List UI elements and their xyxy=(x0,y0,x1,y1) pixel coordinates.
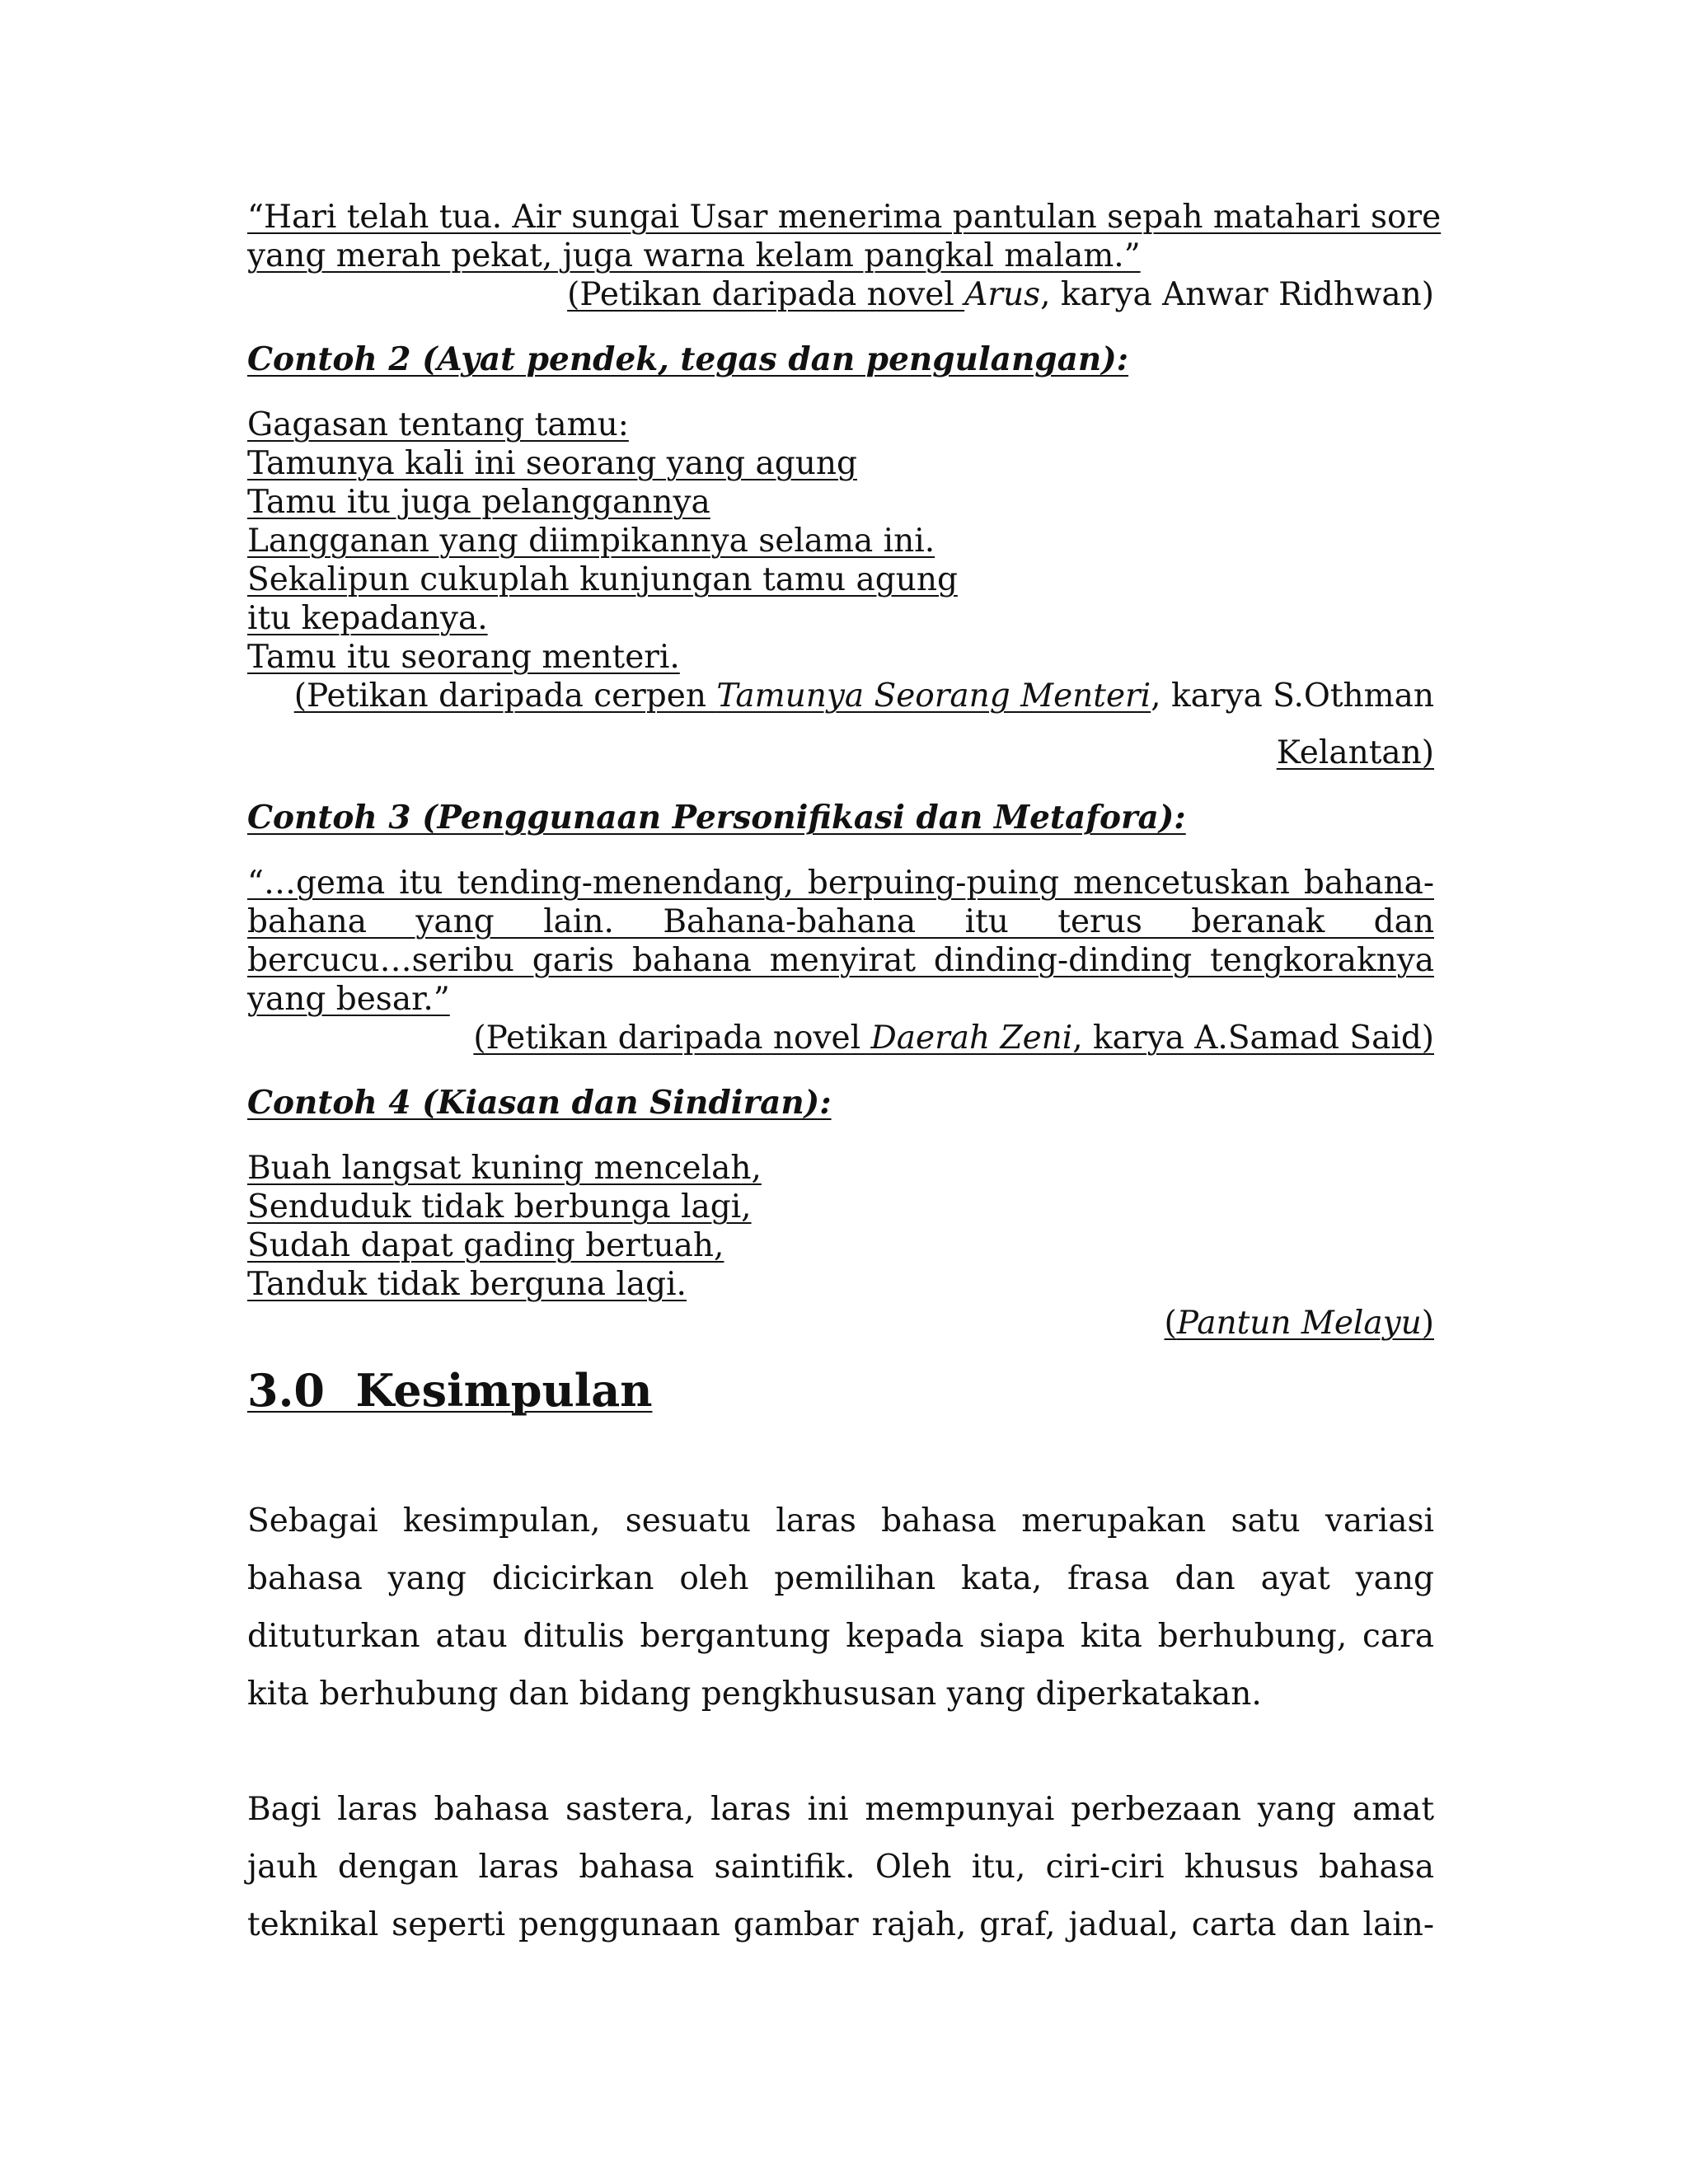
source-citation-cont xyxy=(247,733,1434,772)
paragraph-line: Bagi laras bahasa sastera, laras ini mempunyai perbezaan yang amat xyxy=(247,1791,1434,1828)
paragraph-line: kita berhubung dan bidang pengkhususan yang diperkatakan. xyxy=(247,1675,1262,1713)
quote-line: “Hari telah tua. Air sungai Usar menerima pantulan sepah matahari sore xyxy=(247,199,1442,236)
section-heading xyxy=(247,1364,1434,1417)
pantun-line: Tanduk tidak berguna lagi. xyxy=(247,1266,687,1303)
section-heading-text: 3.0 Kesimpulan xyxy=(247,1364,653,1417)
paragraph-line: Sebagai kesimpulan, sesuatu laras bahasa merupakan satu variasi xyxy=(247,1502,1434,1540)
source-close: ) xyxy=(1421,1305,1434,1342)
contoh4-heading-text: Contoh 4 (Kiasan dan Sindiran): xyxy=(247,1084,832,1122)
paragraph-line: teknikal seperti penggunaan gambar rajah, graf, jadual, carta dan lain- xyxy=(247,1906,1434,1943)
source-prefix: (Petikan daripada novel xyxy=(567,276,965,313)
source-line2: Kelantan) xyxy=(1276,734,1434,771)
quote-line: bercucu…seribu garis bahana menyirat dinding-dinding tengkoraknya xyxy=(247,942,1434,979)
contoh3-heading xyxy=(247,799,1434,837)
quote-line: “…gema itu tending-menendang, berpuing-puing mencetuskan bahana- xyxy=(247,865,1434,902)
contoh4-pantun xyxy=(247,1149,1434,1304)
contoh2-poem xyxy=(247,405,1434,677)
source-prefix: (Petikan daripada novel xyxy=(473,1019,871,1057)
source-title: Daerah Zeni xyxy=(870,1019,1073,1057)
poem-line: Tamu itu seorang menteri. xyxy=(247,639,680,676)
source-suffix: , karya Anwar Ridhwan) xyxy=(1040,276,1434,313)
paragraph-line: bahasa yang dicicirkan oleh pemilihan kata, frasa dan ayat yang xyxy=(247,1560,1434,1597)
document-page xyxy=(247,198,1442,1954)
pantun-line: Buah langsat kuning mencelah, xyxy=(247,1150,762,1187)
contoh3-heading-text: Contoh 3 (Penggunaan Personifikasi dan Metafora): xyxy=(247,799,1186,837)
quote-line: bahana yang lain. Bahana-bahana itu terus beranak dan xyxy=(247,903,1434,940)
source-citation xyxy=(247,677,1434,715)
source-citation xyxy=(247,1019,1434,1057)
paragraph xyxy=(247,1781,1434,1954)
poem-line: Tamunya kali ini seorang yang agung xyxy=(247,445,857,482)
source-citation xyxy=(247,1304,1434,1343)
contoh3-quote xyxy=(247,864,1434,1019)
paragraph-line: jauh dengan laras bahasa saintifik. Oleh itu, ciri-ciri khusus bahasa xyxy=(247,1849,1434,1886)
source-title: Tamunya Seorang Menteri xyxy=(716,677,1151,715)
source-suffix: , karya A.Samad Said) xyxy=(1072,1019,1434,1057)
poem-line: Sekalipun cukuplah kunjungan tamu agung xyxy=(247,561,958,598)
quote-line: yang besar.” xyxy=(247,981,450,1018)
source-title: Pantun Melayu xyxy=(1176,1305,1422,1342)
source-title: Arus xyxy=(964,276,1041,313)
pantun-line: Senduduk tidak berbunga lagi, xyxy=(247,1188,752,1226)
poem-line: Langganan yang diimpikannya selama ini. xyxy=(247,523,935,560)
contoh4-heading xyxy=(247,1084,1434,1122)
source-open: ( xyxy=(1164,1305,1177,1342)
contoh2-heading-text: Contoh 2 (Ayat pendek, tegas dan pengulangan): xyxy=(247,340,1129,378)
source-prefix: (Petikan daripada cerpen xyxy=(293,677,717,715)
poem-line: itu kepadanya. xyxy=(247,600,488,637)
contoh2-heading xyxy=(247,340,1434,379)
contoh1-quote xyxy=(247,198,1442,314)
poem-line: Gagasan tentang tamu: xyxy=(247,406,629,443)
pantun-line: Sudah dapat gading bertuah, xyxy=(247,1227,724,1264)
source-citation xyxy=(247,275,1434,314)
paragraph-line: dituturkan atau ditulis bergantung kepada siapa kita berhubung, cara xyxy=(247,1618,1434,1655)
source-suffix: , karya S.Othman xyxy=(1151,677,1434,715)
paragraph xyxy=(247,1493,1434,1723)
poem-line: Tamu itu juga pelanggannya xyxy=(247,484,710,521)
quote-line: yang merah pekat, juga warna kelam pangkal malam.” xyxy=(247,237,1141,274)
